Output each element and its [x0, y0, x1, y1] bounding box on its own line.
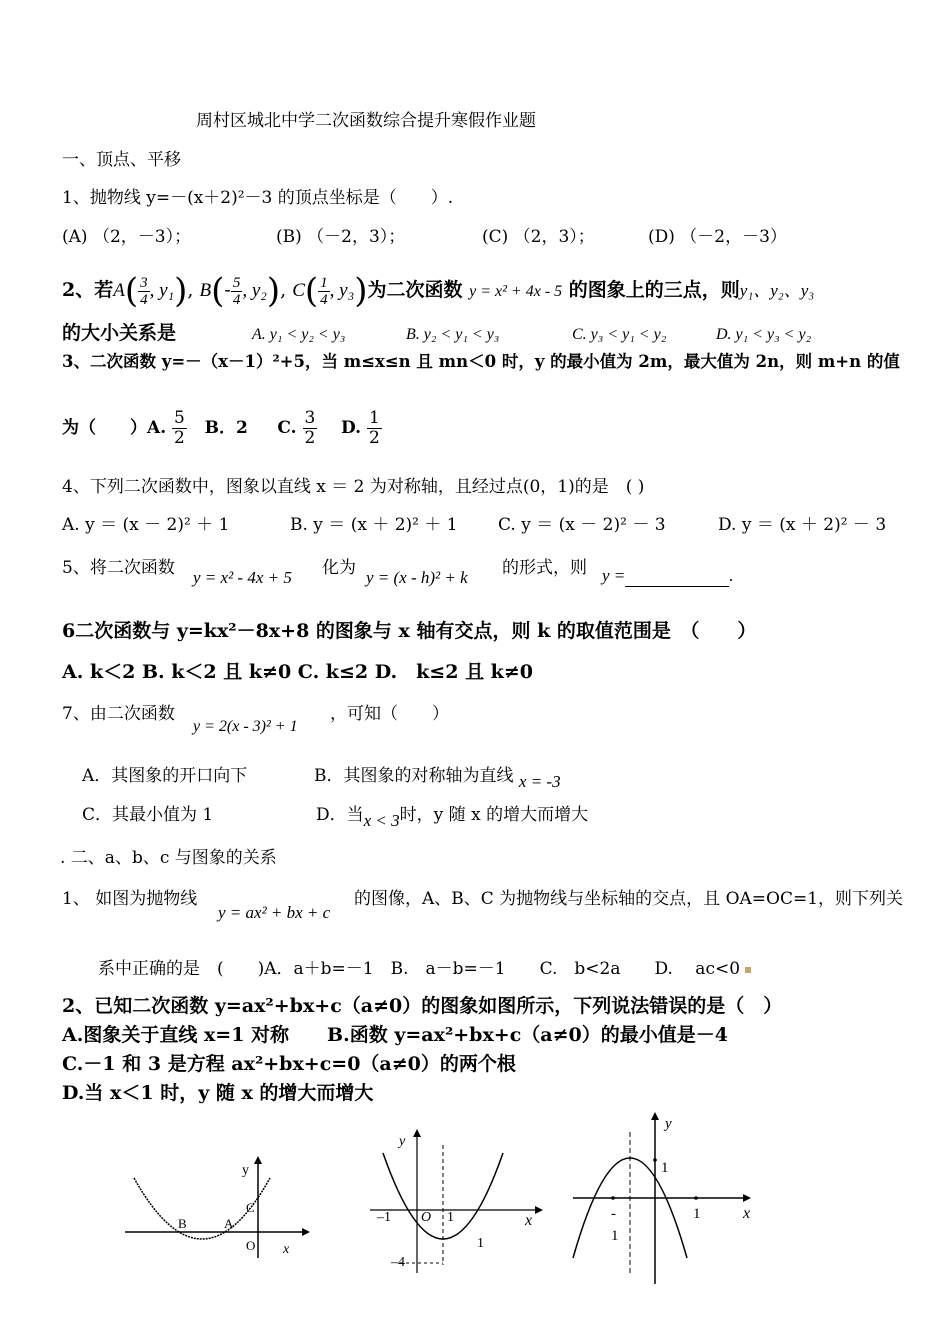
q7-option-c: C．其最小值为 1 [82, 805, 214, 825]
figure-1-graph [120, 1150, 310, 1260]
q2-suffix: 的图象上的三点，则 [568, 279, 740, 301]
fig2-y-arrow [413, 1129, 421, 1137]
q2-stem: 2、若A( $\frac{3}{4}$ , y₁), B(- $\frac{5}{4}$ , y₂), C( $\frac{1}{4}$ , y₃)为二次函数 y = x² + 4x - 5 的图象上的三点，则y₁、y₂、y₃ [62, 271, 815, 311]
fig3-point-y1 [653, 1158, 657, 1162]
fig2-one-b-label: 1 [477, 1236, 484, 1251]
q5-func1: y = x² - 4x + 5 [193, 568, 292, 587]
fig1-o-label: O [246, 1238, 256, 1253]
q2-option-c: C. y₃ < y₁ < y₂ [572, 326, 667, 343]
q2-point-a-label: A [113, 280, 125, 301]
q2-point-a-x: $\frac{3}{4}$ [140, 274, 148, 308]
q7-option-d: D．当x < 3时，y 随 x 的增大而增大 [316, 805, 589, 830]
q7-option-a: A．其图象的开口向下 [82, 766, 248, 786]
fig2-one-label: 1 [447, 1210, 454, 1225]
fig3-one-y-label: 1 [661, 1160, 669, 1176]
q5-answer-blank[interactable] [625, 568, 729, 587]
fig1-c-label: C [246, 1200, 255, 1215]
section-1-heading: 一、顶点、平移 [62, 150, 181, 170]
q2-point-b-label: B [199, 280, 212, 301]
q4-option-b: B. y ＝ (x ＋ 2)² ＋ 1 [290, 515, 458, 535]
figure-2-graph [365, 1125, 545, 1275]
fig1-a-label: A [224, 1216, 234, 1231]
q1-stem: 1、抛物线 y=－(x＋2)²－3 的顶点坐标是（ ）. [62, 188, 454, 208]
s2q2-option-c: C.－1 和 3 是方程 ax²+bx+c=0（a≠0）的两个根 [62, 1053, 516, 1075]
s2q1-function: y = ax² + bx + c [218, 903, 331, 922]
q5-prefix: 5、将二次函数 [62, 558, 175, 578]
q2-option-d: D. y₁ < y₃ < y₂ [716, 326, 812, 343]
fig3-point-neg1 [611, 1196, 615, 1200]
q2-function: y = x² + 4x - 5 [469, 283, 563, 300]
fig1-x-arrow [302, 1228, 310, 1236]
fig3-point-1 [694, 1196, 698, 1200]
q2-option-a: A. y₁ < y₂ < y₃ [252, 326, 346, 343]
q3-option-a-frac: $\frac{5}{2}$ [174, 408, 185, 448]
q4-stem: 4、下列二次函数中，图象以直线 x ＝ 2 为对称轴，且经过点(0，1)的是 ( ) [62, 477, 645, 497]
q3-option-b: B．2 [204, 418, 248, 438]
q5-func2: y = (x - h)² + k [366, 568, 468, 587]
fig3-neg-sign: - [611, 1206, 616, 1222]
q2-prefix: 2、若 [62, 279, 114, 301]
q2-point-b-x: $\frac{5}{4}$ [232, 274, 241, 308]
figure-3-graph [565, 1108, 760, 1288]
q5-suffix: 的形式，则 [502, 558, 587, 578]
q6-stem: 6二次函数与 y=kx²－8x+8 的图象与 x 轴有交点，则 k 的取值范围是 （ ） [62, 620, 757, 642]
fig2-neg4-label: –4 [391, 1255, 405, 1270]
q1-option-b: (B) （－2，3）； [276, 227, 406, 247]
q2-point-c-y: y₃ [339, 280, 355, 301]
q4-option-a: A. y ＝ (x － 2)² ＋ 1 [62, 515, 230, 535]
q5-mid: 化为 [322, 558, 356, 578]
page-title: 周村区城北中学二次函数综合提升寒假作业题 [196, 111, 536, 131]
fig1-y-arrow [254, 1156, 262, 1164]
s2q1-options: 系中正确的是 ( )A．a＋b=－1 B. a－b=－1 C. b<2a D. ac<0 [98, 958, 751, 980]
q4-option-c: C. y ＝ (x － 2)² － 3 [498, 515, 666, 535]
q7-prefix: 7、由二次函数 [62, 704, 175, 724]
q2-point-b-y: y₂ [251, 280, 267, 301]
section-2-heading: . 二、a、b、c 与图象的关系 [60, 848, 277, 868]
q4-option-d: D. y ＝ (x ＋ 2)² － 3 [718, 515, 887, 535]
fig3-x-arrow [743, 1194, 751, 1202]
fig2-x-label: x [525, 1212, 533, 1229]
q7-suffix: ，可知（ ） [330, 704, 449, 724]
fig3-y-arrow [651, 1112, 659, 1120]
q3-option-d-frac: $\frac{1}{2}$ [369, 408, 380, 448]
fig3-x-label: x [743, 1205, 751, 1222]
q2-ys: y₁、y₂、y₃ [739, 281, 815, 300]
s2q2-option-a-b: A.图象关于直线 x=1 对称 B.函数 y=ax²+bx+c（a≠0）的最小值是－4 [62, 1024, 728, 1046]
q2-point-c-x: $\frac{1}{4}$ [320, 274, 328, 308]
q1-option-a: (A) （2，－3）； [62, 227, 192, 247]
fig2-y-label: y [399, 1134, 406, 1149]
fig2-neg1-label: –1 [377, 1210, 391, 1225]
q3-option-c-frac: $\frac{3}{2}$ [304, 408, 316, 448]
q6-options: A. k＜2 B. k＜2 且 k≠0 C. k≤2 D. k≤2 且 k≠0 [62, 661, 533, 683]
fig1-y-label: y [242, 1163, 249, 1178]
fig1-b-label: B [178, 1216, 187, 1231]
q2-point-c-label: C [292, 280, 305, 301]
q7-option-b: B．其图象的对称轴为直线 x = -3 [314, 766, 561, 791]
s2q1-suffix: 的图像，A、B、C 为抛物线与坐标轴的交点，且 OA=OC=1，则下列关 [354, 889, 904, 909]
s2q1-prefix: 1、 如图为抛物线 [62, 889, 198, 909]
q2-line2: 的大小关系是 [62, 322, 177, 344]
q3-stem: 3、二次函数 y=－（x－1）²+5，当 m≤x≤n 且 mn＜0 时，y 的最小值为 2m，最大值为 2n，则 m+n 的值 [62, 352, 900, 371]
q7-function: y = 2(x - 3)² + 1 [193, 718, 298, 735]
fig3-neg-one-label: 1 [611, 1228, 619, 1244]
s2q2-option-d: D.当 x＜1 时，y 随 x 的增大而增大 [62, 1082, 374, 1104]
fig3-y-label: y [665, 1116, 672, 1132]
q2-point-a-y: y₁ [159, 280, 175, 301]
s2q2-stem: 2、已知二次函数 y=ax²+bx+c（a≠0）的图象如图所示，下列说法错误的是（ ） [62, 995, 783, 1017]
q2-option-b: B. y₂ < y₁ < y₃ [406, 326, 500, 343]
q5-answer-label: y = . [602, 566, 734, 585]
fig2-x-arrow [535, 1206, 543, 1214]
fig1-x-label: x [283, 1242, 290, 1257]
q1-option-d: (D) （－2，－3） [648, 227, 787, 247]
q3-options: 为（ ）A. $\frac{5}{2}$ B．2 C. $\frac{3}{2}$ D. $\frac{1}{2}$ [62, 408, 380, 448]
fig3-one-x-label: 1 [693, 1206, 701, 1222]
q1-option-c: (C) （2，3）； [482, 227, 595, 247]
marker-dot [745, 967, 751, 973]
fig2-o-label: O [421, 1210, 432, 1225]
q2-mid: 为二次函数 [367, 279, 463, 301]
